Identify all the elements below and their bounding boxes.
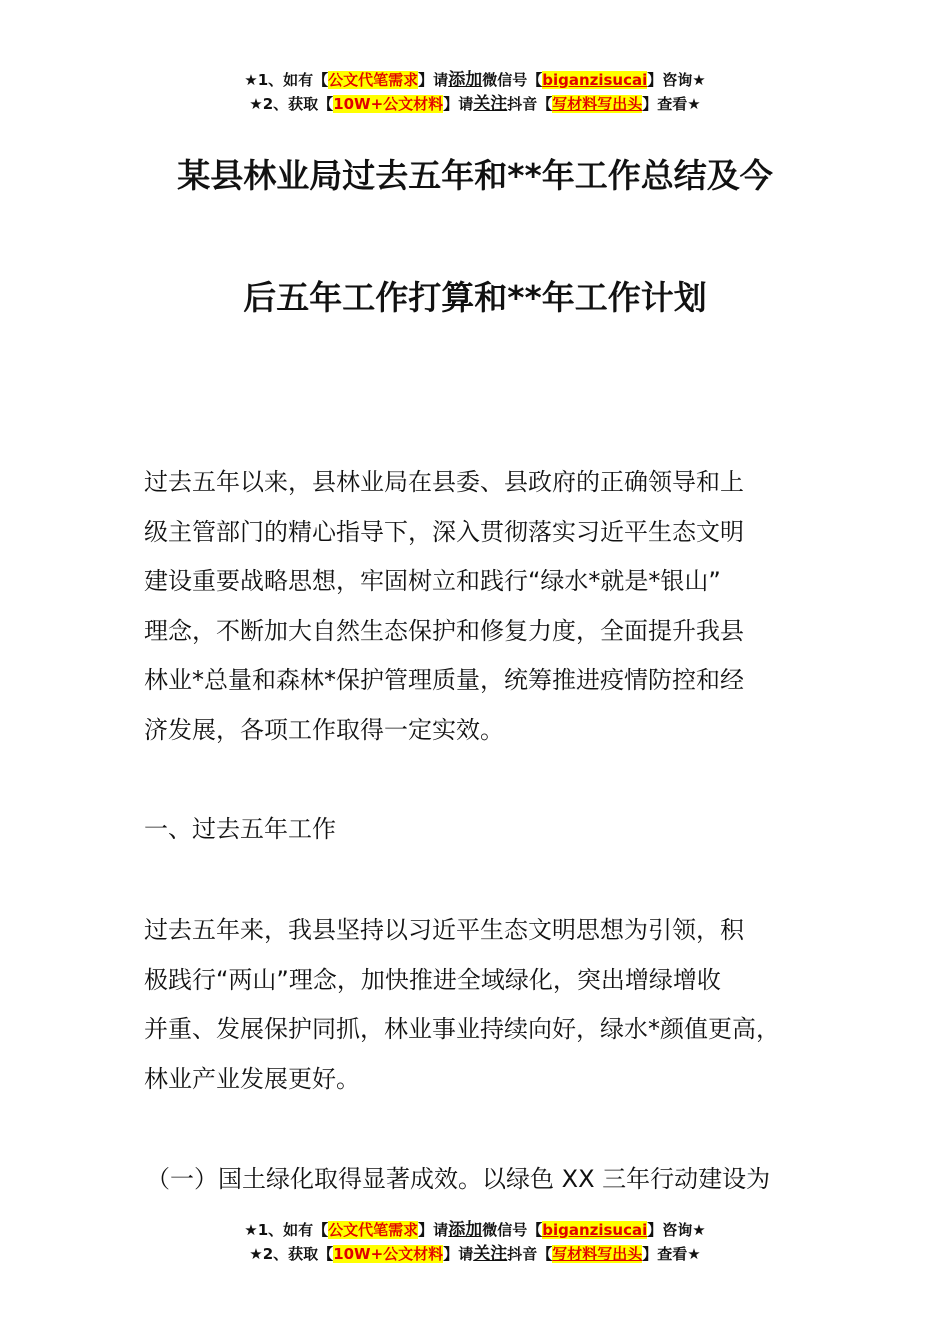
text-line: 林业产业发展更好。 xyxy=(144,1064,360,1093)
paragraph-intro xyxy=(144,458,834,756)
highlight: 10W+公文材料 xyxy=(333,1245,444,1263)
promo-banner-bottom xyxy=(0,1218,950,1266)
text: 】请 xyxy=(418,1221,449,1239)
text: 】咨询★ xyxy=(647,1221,706,1239)
highlight: 10W+公文材料 xyxy=(333,95,444,113)
text-line: 建设重要战略思想，牢固树立和践行“绿水*就是*银山” xyxy=(144,567,721,596)
text-line: （一）国土绿化取得显著成效。以绿色 XX 三年行动建设为 xyxy=(146,1165,771,1193)
text: 】请 xyxy=(443,95,474,113)
promo-banner-top xyxy=(0,68,950,116)
text: 抖音【 xyxy=(507,95,553,113)
text: ★1、如有【 xyxy=(244,71,329,89)
text: 】查看★ xyxy=(642,1245,701,1263)
wechat-id-link[interactable]: biganzisucai xyxy=(542,71,648,89)
doc-title-line-2: 后五年工作打算和**年工作计划 xyxy=(243,278,707,317)
text-line: 过去五年来，我县坚持以习近平生态文明思想为引领，积 xyxy=(144,916,744,944)
text-line: 林业*总量和森林*保护管理质量，统筹推进疫情防控和经 xyxy=(144,666,744,695)
text: 微信号【 xyxy=(482,1221,543,1239)
promo-line-2 xyxy=(0,1242,950,1266)
promo-line-2 xyxy=(0,92,950,116)
doc-title-line-1: 某县林业局过去五年和**年工作总结及今 xyxy=(177,156,773,195)
section-heading: 一、过去五年工作 xyxy=(144,815,336,843)
text: 微信号【 xyxy=(482,71,543,89)
highlight: 公文代笔需求 xyxy=(328,71,419,89)
douyin-link[interactable]: 写材料写出头 xyxy=(552,95,643,113)
text-line: 过去五年以来，县林业局在县委、县政府的正确领导和上 xyxy=(144,468,744,496)
text: 】查看★ xyxy=(642,95,701,113)
highlight: 公文代笔需求 xyxy=(328,1221,419,1239)
text: 关注 xyxy=(473,94,508,114)
paragraph-past-five-years xyxy=(144,906,834,1104)
text: 关注 xyxy=(473,1244,508,1264)
text: 添加 xyxy=(448,1220,483,1240)
text: 添加 xyxy=(448,70,483,90)
text: 抖音【 xyxy=(507,1245,553,1263)
text-line: 并重、发展保护同抓，林业事业持续向好，绿水*颜值更高， xyxy=(144,1015,780,1044)
promo-line-1 xyxy=(0,68,950,92)
promo-line-1 xyxy=(0,1218,950,1242)
text: 】请 xyxy=(443,1245,474,1263)
text-line: 理念，不断加大自然生态保护和修复力度，全面提升我县 xyxy=(144,616,744,645)
text: ★2、获取【 xyxy=(249,1245,334,1263)
text: ★1、如有【 xyxy=(244,1221,329,1239)
text-line: 极践行“两山”理念，加快推进全域绿化，突出增绿增收 xyxy=(144,965,721,994)
text: 】请 xyxy=(418,71,449,89)
douyin-link[interactable]: 写材料写出头 xyxy=(552,1245,643,1263)
text: 】咨询★ xyxy=(647,71,706,89)
text-line: 级主管部门的精心指导下，深入贯彻落实习近平生态文明 xyxy=(144,517,744,546)
text: ★2、获取【 xyxy=(249,95,334,113)
wechat-id-link[interactable]: biganzisucai xyxy=(542,1221,648,1239)
paragraph-greening xyxy=(146,1155,836,1205)
text-line: 济发展，各项工作取得一定实效。 xyxy=(144,715,504,744)
